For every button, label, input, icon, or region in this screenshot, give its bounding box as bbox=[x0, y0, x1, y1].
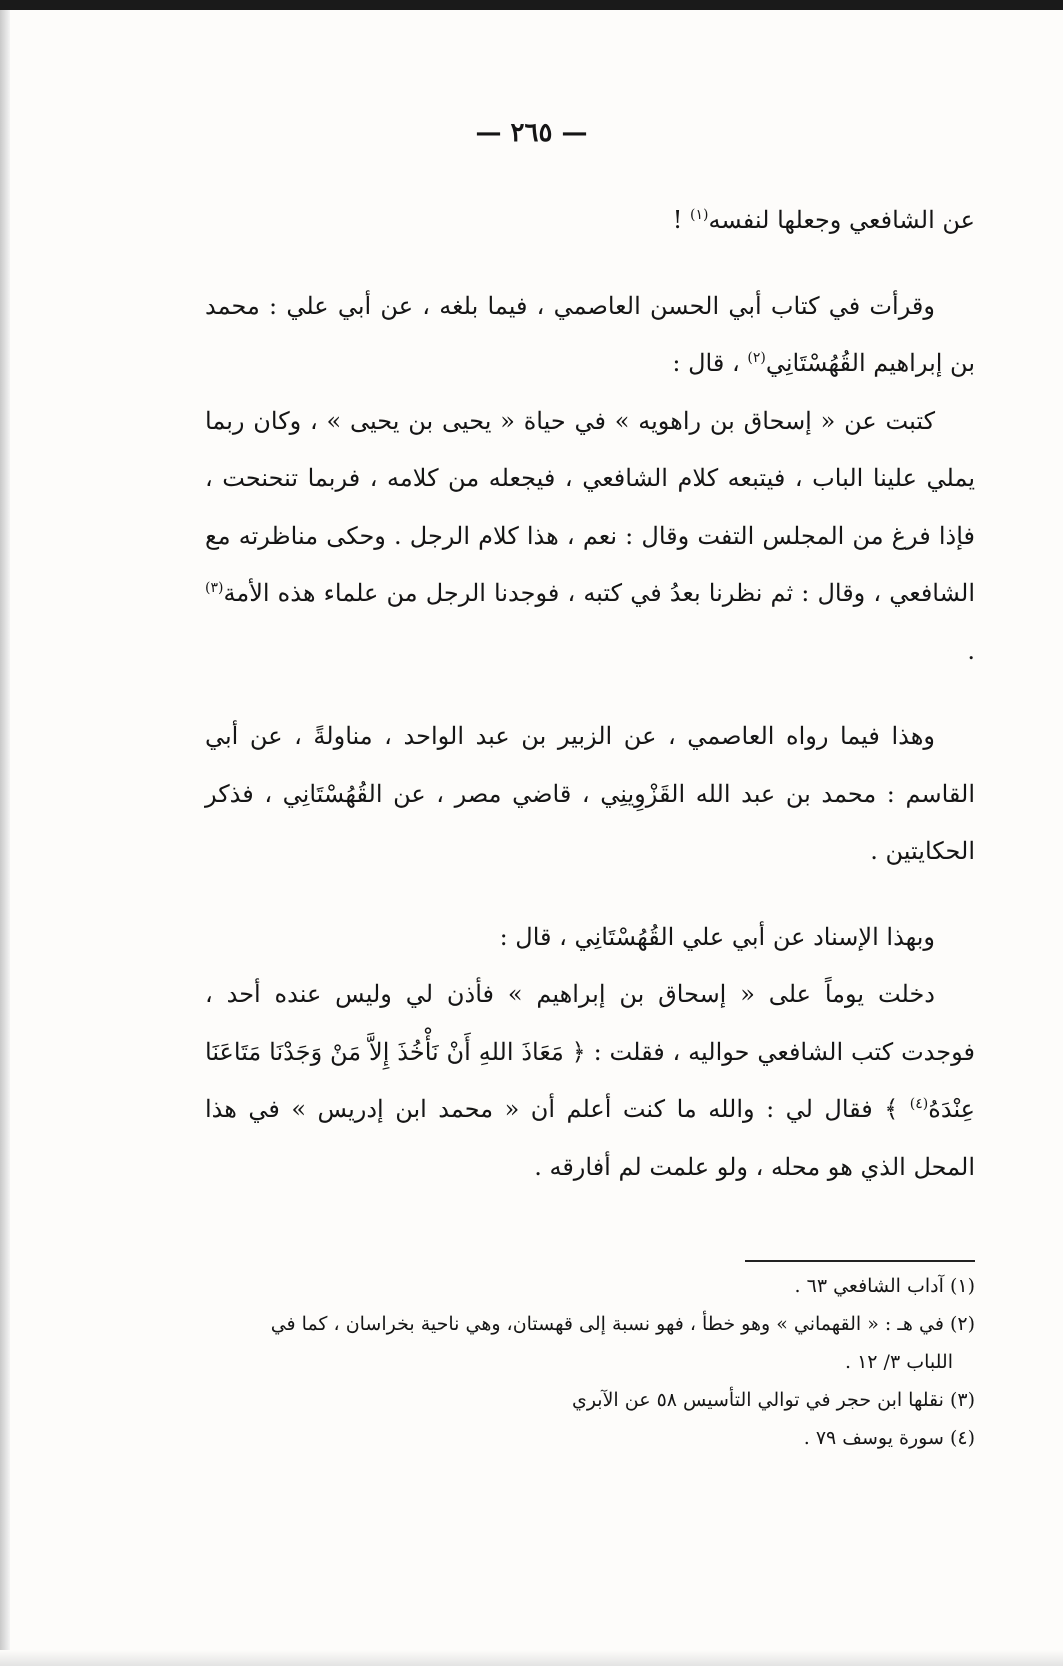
paragraph-3 bbox=[205, 393, 975, 681]
paragraph-6-text: دخلت يوماً على « إسحاق بن إبراهيم » فأذن لي وليس عنده أحد ، فوجدت كتب الشافعي حواليه ، فقلت : ﴿ مَعَاذَ اللهِ أَنْ نَأْخُذَ إِلاَّ مَنْ وَجَدْنَا مَتَاعَنَا عِنْدَهُ bbox=[205, 980, 975, 1123]
page-number: — ٢٦٥ — bbox=[475, 118, 588, 148]
footnote-divider bbox=[745, 1260, 975, 1262]
footnote-ref-2: (٢) bbox=[747, 350, 766, 366]
scan-top-edge bbox=[0, 0, 1063, 10]
footnote-2-continued: اللباب ٣/ ١٢ . bbox=[845, 1351, 953, 1373]
footnotes bbox=[205, 1267, 975, 1457]
footnote-ref-1: (١) bbox=[690, 207, 709, 223]
paragraph-2 bbox=[205, 278, 975, 393]
footnote-2: (٢) في هـ : « القهماني » وهو خطأ ، فهو نسبة إلى قهستان، وهي ناحية بخراسان ، كما في bbox=[270, 1313, 975, 1335]
paragraph-6-tail: ﴾ فقال لي : والله ما كنت أعلم أن « محمد ابن إدريس » في هذا المحل الذي هو محله ، ولو علمت لم أفارقه . bbox=[205, 1095, 975, 1181]
main-text bbox=[205, 192, 975, 1196]
paragraph-5-text: وبهذا الإسناد عن أبي علي القُهُسْتَانِي ، قال : bbox=[499, 922, 935, 951]
paragraph-5 bbox=[205, 909, 975, 967]
footnote-4: (٤) سورة يوسف ٧٩ . bbox=[803, 1427, 975, 1449]
paragraph-4 bbox=[205, 708, 975, 881]
paragraph-2-text: وقرأت في كتاب أبي الحسن العاصمي ، فيما بلغه ، عن أبي علي : محمد بن إبراهيم القُهُسْتَانِي bbox=[205, 291, 975, 377]
footnote-1: (١) آداب الشافعي ٦٣ . bbox=[794, 1275, 975, 1297]
scan-bottom-edge bbox=[0, 1650, 1063, 1666]
paragraph-3-tail: . bbox=[967, 636, 975, 665]
paragraph-3-text: كتبت عن « إسحاق بن راهويه » في حياة « يحيى بن يحيى » ، وكان ربما يملي علينا الباب ، فيتبعه كلام الشافعي ، فيجعله من كلامه ، فربما تنحنحت ، فإذا فرغ من المجلس التفت وقال : نعم ، هذا كلام الرجل . وحكى مناظرته مع الشافعي ، وقال : ثم نظرنا بعدُ في كتبه ، فوجدنا الرجل من علماء هذه الأمة bbox=[205, 406, 975, 607]
footnote-ref-3: (٣) bbox=[205, 580, 224, 596]
paragraph-6 bbox=[205, 966, 975, 1196]
paragraph-1-tail: ! bbox=[672, 206, 690, 234]
paragraph-2-tail: ، قال : bbox=[672, 349, 748, 377]
footnote-ref-4: (٤) bbox=[909, 1096, 929, 1112]
scan-left-edge bbox=[0, 10, 10, 1666]
paragraph-4-text: وهذا فيما رواه العاصمي ، عن الزبير بن عبد الواحد ، مناولةً ، عن أبي القاسم : محمد بن عبد الله القَزْوِينِي ، قاضي مصر ، عن القُهُسْتَانِي ، فذكر الحكايتين . bbox=[205, 722, 975, 865]
paragraph-1-text: عن الشافعي وجعلها لنفسه bbox=[708, 206, 975, 234]
footnote-3: (٣) نقلها ابن حجر في توالي التأسيس ٥٨ عن الآبري bbox=[571, 1389, 975, 1411]
paragraph-1 bbox=[205, 192, 975, 250]
